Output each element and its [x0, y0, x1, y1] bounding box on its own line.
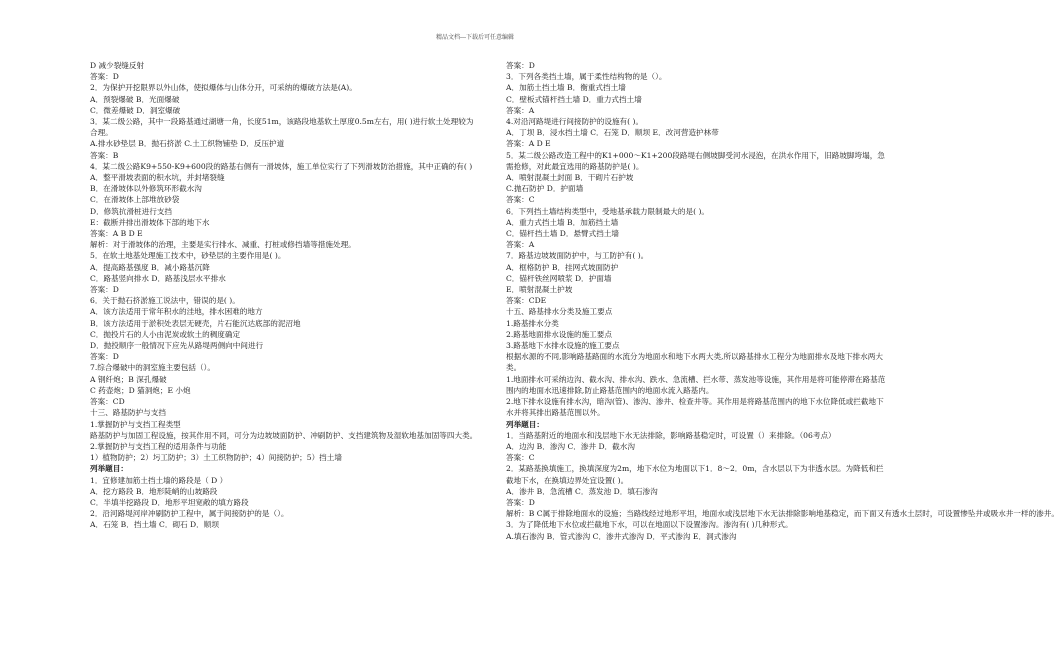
text-line: 6．下列挡土墙结构类型中，受地基承载力限制最大的是( )。 — [506, 206, 710, 216]
text-line: 1.地面排水可采纳边沟、截水沟、排水沟、跌水、急流槽、拦水带、蒸发池等设施，其作用是将可能停滞在路基范围内的地面水迅速排除,防止路基范围内的地面水流入路基内。 — [506, 374, 886, 395]
text-line: C．锚杆挡土墙 D．悬臂式挡土墙 — [506, 229, 620, 239]
text-line: C.抛石防护 D．护面墙 — [506, 184, 584, 194]
text-line: 5．某二级公路改造工程中的K1+000～K1+200段路堤右侧坡脚受河水浸泡，在洪水作用下，旧路坡脚垮塌，急需抢修，对此最宜选用的路基防护是( )。 — [506, 150, 885, 171]
text-line: A．石笼 B．挡土墙 C．砌石 D．顺坝 — [90, 520, 219, 530]
left-column — [90, 60, 480, 531]
text-line: A 钢纤炮；B 深孔爆破 — [90, 374, 167, 384]
text-line: 6．关于抛石挤淤施工说法中，错误的是( )。 — [90, 296, 240, 306]
text-line: 答案：D — [90, 352, 119, 362]
text-line: 答案：C — [506, 195, 535, 205]
text-line: 4.对沿河路堤进行间接防护的设施有( )。 — [506, 117, 644, 127]
text-line: 3.路基地下水排水设施的施工要点 — [506, 341, 620, 351]
text-line: 7．路基边坡坡面防护中，与工防护有( )。 — [506, 251, 649, 261]
page-header: 精品文档---下载后可任意编辑 — [435, 34, 515, 41]
text-line: A．提高路基强度 B．减小路基沉降 — [90, 262, 210, 272]
text-line: A．喷射混凝土封面 B．干砌片石护坡 — [506, 173, 634, 183]
text-line: A.排水砂垫层 B．抛石挤淤 C.土工织物铺垫 D．反压护道 — [90, 139, 285, 149]
text-line: D．修筑抗滑桩进行支挡 — [90, 206, 173, 216]
text-line: 1．宜修建加筋土挡土墙的路段是（ D ） — [90, 475, 228, 485]
text-line: 2.地下排水设施有排水沟，暗沟(管)、渗沟、渗井、检查井等。其作用是将路基范围内的地下水位降低或拦截地下水并将其排出路基范围以外。 — [506, 397, 884, 418]
text-line: 1）植物防护；2）圬工防护；3）土工织物防护；4）间接防护；5）挡土墙 — [90, 453, 342, 463]
text-line: 答案：A D E — [506, 139, 551, 149]
text-line: 2.路基地面排水设施的施工要点 — [506, 329, 612, 339]
text-line: 2.掌握防护与支挡工程的适用条件与功能 — [90, 441, 227, 451]
text-line: C．壁板式锚杆挡土墙 D．重力式挡土墙 — [506, 94, 642, 104]
text-line: 4．某二级公路K9+550-K9+600段的路基右侧有一滑坡体，施工单位实行了下列滑坡防治措施，其中正确的有( ) — [90, 161, 473, 171]
text-line: 十五、路基排水分类及施工要点 — [506, 307, 613, 317]
text-line: 5．在软土地基处理施工技术中，砂垫层的主要作用是( )。 — [90, 251, 286, 261]
text-line: 答案：B — [90, 150, 119, 160]
text-line: 解析：对于滑坡体的治理，主要是实行排水、减重、打桩或修挡墙等措施处理。 — [90, 240, 356, 250]
text-line: 解析：B C属于排除地面水的设施；当路线经过地形平坦，地面水或浅层地下水无法排除影响地基稳定，而下面又有透水土层时，可设置惨坠井或吸水井一样的渗井。 — [506, 509, 1059, 519]
text-line: 答案：D — [90, 285, 119, 295]
text-line: C．锚杆铁丝网喷浆 D．护面墙 — [506, 273, 612, 283]
text-line: A．边沟 B．渗沟 C．渗井 D．截水沟 — [506, 441, 635, 451]
text-line: E．喷射混凝土护坡 — [506, 285, 573, 295]
text-line: 1．当路基附近的地面水和浅层地下水无法排除，影响路基稳定时，可设置（）来排除。（06考点） — [506, 430, 836, 440]
text-line: C．半填半挖路段 D．地形平坦宽敞的填方路段 — [90, 497, 249, 507]
text-line: 答案：CD — [90, 397, 125, 407]
text-line: D 减少裂缝反射 — [90, 61, 145, 70]
text-line: 答案：CDE — [506, 296, 547, 306]
text-line: 3．下列各类挡土墙，属于柔性结构物的是（）。 — [506, 72, 667, 82]
text-line: 十三、路基防护与支挡 — [90, 408, 166, 418]
text-line: A.填石渗沟 B．管式渗沟 C．渗井式渗沟 D．平式渗沟 E．洞式渗沟 — [506, 531, 737, 541]
text-line: 路基防护与加固工程设施，按其作用不同，可分为边坡坡面防护、冲刷防护、支挡建筑物及湿软地基加固等四大类。 — [90, 430, 478, 440]
text-line: C．抛投片石的人小由泥炭或软土的稠度确定 — [90, 329, 241, 339]
text-line: 答案：C — [506, 453, 535, 463]
text-line: 3．为了降低地下水位或拦截地下水，可以在地面以下设置渗沟。渗沟有( )几种形式。 — [506, 520, 793, 530]
text-line: 2．为保护开挖限界以外山体，使拟爆体与山体分开，可采纳的爆破方法是(A)。 — [90, 83, 357, 93]
section-heading: 列举题目： — [506, 419, 544, 429]
text-line: 答案：D — [90, 72, 119, 82]
text-line: A．该方法适用于常年积水的洼地，排水困难的地方 — [90, 307, 263, 317]
text-line: A．加筋土挡土墙 B．衡重式挡土墙 — [506, 83, 626, 93]
text-line: 1.掌握防护与支挡工程类型 — [90, 419, 181, 429]
text-line: 答案：A — [506, 105, 535, 115]
text-line: A．预裂爆破 B．光面爆破 — [90, 94, 180, 104]
section-heading: 列举题目： — [90, 464, 128, 474]
text-line: 1.路基排水分类 — [506, 318, 559, 328]
text-line: A．重力式挡土墙 B．加筋挡土墙 — [506, 217, 619, 227]
text-line: 2．某路基换填施工，换填深度为2m，地下水位为地面以下1．8～2．0m，含水层以下为非透水层。为降低和拦截地下水，在换填边界处宜设置( )。 — [506, 464, 884, 485]
text-line: 答案：D — [506, 497, 535, 507]
text-line: C．微差爆破 D．洞室爆破 — [90, 105, 181, 115]
text-line: 答案：A B D E — [90, 229, 143, 239]
text-line: 答案：A — [506, 240, 535, 250]
text-line: A．挖方路段 B．地形陡峭的山坡路段 — [90, 486, 218, 496]
text-line: 根据水源的不同,影响路基路面的水流分为地面水和地下水两大类,所以路基排水工程分为地面排水及地下排水两大类。 — [506, 352, 883, 373]
text-line: A．整平滑坡表面的积水坑，并封堵裂缝 — [90, 173, 225, 183]
text-line: C．在滑坡体上部堆放砂袋 — [90, 195, 180, 205]
text-line: E：截断并排出滑坡体下部的地下水 — [90, 217, 210, 227]
text-line: 答案：D — [506, 61, 535, 70]
text-line: C．路基竖向排水 D．路基浅层水平排水 — [90, 273, 226, 283]
text-line: B．在滑坡体以外修筑环形截水沟 — [90, 184, 202, 194]
text-line: 7.综合爆破中的洞室施主要包括（）。 — [90, 363, 215, 373]
text-line: A．渗井 B．急流槽 C．蒸发池 D．填石渗沟 — [506, 486, 658, 496]
text-line: D．抛投顺序一般情况下应先从路堤两侧向中间进行 — [90, 341, 264, 351]
text-line: A．框格防护 B．挂网式坡面防护 — [506, 262, 619, 272]
text-line: 2．沿河路堤河岸冲刷防护工程中，属于间接防护的是（）。 — [90, 509, 289, 519]
right-column — [506, 60, 1059, 542]
text-line: 3．某二级公路，其中一段路基通过湖塘一角，长度51m，该路段地基软土厚度0.5m左右，用( )进行软土处理较为合理。 — [90, 117, 474, 138]
text-line: B．该方法适用于淤积处表层无硬壳，片石能沉达底部的泥沼地 — [90, 318, 301, 328]
text-line: A．丁坝 B．浸水挡土墙 C．石笼 D．顺坝 E．改河营造护林带 — [506, 128, 719, 138]
text-line: C 药壶炮；D 猫洞炮；E 小炮 — [90, 385, 191, 395]
